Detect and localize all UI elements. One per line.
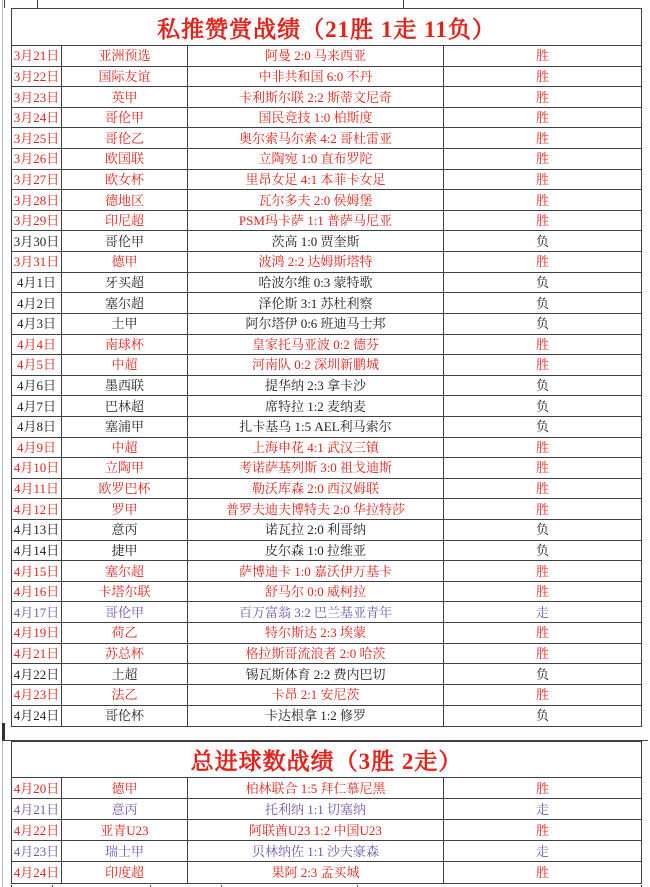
table-row xyxy=(12,108,641,129)
cell-result: 胜 xyxy=(535,439,549,455)
cell-match: 茨高 1:0 贾奎斯 xyxy=(188,231,444,251)
cell-match: 卡利斯尔联 2:2 斯蒂文尼奇 xyxy=(188,87,444,107)
cell-league: 哥伦杯 xyxy=(62,706,188,727)
cell-match: 席特拉 1:2 麦纳麦 xyxy=(188,396,444,416)
cell-match: 扎卡基乌 1:5 AEL利马索尔 xyxy=(188,417,444,437)
cell-date: 3月28日 xyxy=(12,190,62,210)
table-row xyxy=(12,314,641,335)
cell-date: 4月5日 xyxy=(12,355,62,375)
cell-league: 巴林超 xyxy=(62,396,188,416)
cropped-row-artifact xyxy=(2,723,5,741)
cell-match: 阿联酋U23 1:2 中国U23 xyxy=(188,820,444,840)
cell-date: 4月22日 xyxy=(12,664,62,684)
table-row xyxy=(12,376,641,397)
cell-result: 胜 xyxy=(535,130,549,146)
table-row xyxy=(12,87,641,108)
cell-match: 柏林联合 1:5 拜仁慕尼黑 xyxy=(188,778,444,798)
table-row xyxy=(12,520,641,541)
cell-date: 4月22日 xyxy=(12,820,62,840)
table-row xyxy=(12,706,641,727)
cell-league: 哥伦乙 xyxy=(62,128,188,148)
cropped-row-artifact xyxy=(4,0,5,8)
table-row xyxy=(12,582,641,603)
table-row xyxy=(12,355,641,376)
table-row xyxy=(12,438,641,459)
table-row xyxy=(12,841,641,862)
cell-result: 胜 xyxy=(535,213,549,229)
cell-result: 胜 xyxy=(535,68,549,84)
cell-league: 中超 xyxy=(62,438,188,458)
cell-date: 4月19日 xyxy=(12,623,62,643)
cell-match: 中非共和国 6:0 不丹 xyxy=(188,67,444,87)
cell-date: 4月24日 xyxy=(12,706,62,727)
cell-date: 4月4日 xyxy=(12,335,62,355)
cell-league: 德甲 xyxy=(62,252,188,272)
cell-league: 南球杯 xyxy=(62,335,188,355)
cell-match: 格拉斯哥流浪者 2:0 哈茨 xyxy=(188,644,444,664)
cell-result: 走 xyxy=(535,801,549,817)
cell-result: 胜 xyxy=(535,192,549,208)
cell-result: 负 xyxy=(535,666,549,682)
cell-match: PSM玛卡萨 1:1 普萨马尼亚 xyxy=(188,211,444,231)
cell-match: 河南队 0:2 深圳新鹏城 xyxy=(188,355,444,375)
table-row xyxy=(12,335,641,356)
cell-match: 阿尔塔伊 0:6 班迪马士邦 xyxy=(188,314,444,334)
table-row xyxy=(12,273,641,294)
cell-match: 勒沃库森 2:0 西汉姆联 xyxy=(188,479,444,499)
cell-date: 4月15日 xyxy=(12,561,62,581)
cell-date: 3月21日 xyxy=(12,46,62,66)
cell-date: 4月17日 xyxy=(12,602,62,622)
cell-match: 普罗夫迪夫博特夫 2:0 华拉特莎 xyxy=(188,499,444,519)
cell-date: 4月21日 xyxy=(12,799,62,819)
cell-match: 萨博迪卡 1:0 嘉沃伊万基卡 xyxy=(188,561,444,581)
cell-league: 塞浦甲 xyxy=(62,417,188,437)
cell-league: 欧罗巴杯 xyxy=(62,479,188,499)
cell-match: 考诺萨基列斯 3:0 祖戈迪斯 xyxy=(188,458,444,478)
cell-date: 4月1日 xyxy=(12,273,62,293)
table-row xyxy=(12,417,641,438)
cell-league: 意丙 xyxy=(62,799,188,819)
cell-league: 国际友谊 xyxy=(62,67,188,87)
cell-date: 4月9日 xyxy=(12,438,62,458)
cell-result: 负 xyxy=(535,542,549,558)
table-title: 总进球数战绩（3胜 2走） xyxy=(12,742,641,778)
cell-date: 4月13日 xyxy=(12,520,62,540)
cropped-column-line xyxy=(2,0,3,887)
cell-league: 欧国联 xyxy=(62,149,188,169)
table-row xyxy=(12,67,641,88)
table-row xyxy=(12,46,641,67)
cell-date: 4月16日 xyxy=(12,582,62,602)
cell-match: 提华纳 2:3 拿卡沙 xyxy=(188,376,444,396)
cell-date: 4月6日 xyxy=(12,376,62,396)
cell-result: 负 xyxy=(535,233,549,249)
table-row xyxy=(12,685,641,706)
cell-league: 印尼超 xyxy=(62,211,188,231)
cell-league: 卡塔尔联 xyxy=(62,582,188,602)
cell-result: 胜 xyxy=(535,357,549,373)
cell-league: 墨西联 xyxy=(62,376,188,396)
table-row xyxy=(12,820,641,841)
cell-match: 诺瓦拉 2:0 利哥纳 xyxy=(188,520,444,540)
table-row xyxy=(12,623,641,644)
table-row xyxy=(12,499,641,520)
cell-league: 德甲 xyxy=(62,778,188,798)
cell-league: 土超 xyxy=(62,664,188,684)
cell-league: 立陶甲 xyxy=(62,458,188,478)
cell-result: 负 xyxy=(535,419,549,435)
cell-match: 皮尔森 1:0 拉维亚 xyxy=(188,541,444,561)
cell-result: 胜 xyxy=(535,48,549,64)
cell-league: 牙买超 xyxy=(62,273,188,293)
cell-date: 3月24日 xyxy=(12,108,62,128)
cell-date: 3月29日 xyxy=(12,211,62,231)
table-row xyxy=(12,602,641,623)
cell-date: 3月22日 xyxy=(12,67,62,87)
cell-result: 走 xyxy=(535,843,549,859)
table-row xyxy=(12,252,641,273)
cell-date: 4月8日 xyxy=(12,417,62,437)
cell-result: 胜 xyxy=(535,460,549,476)
cell-league: 德地区 xyxy=(62,190,188,210)
cell-league: 捷甲 xyxy=(62,541,188,561)
cell-date: 3月25日 xyxy=(12,128,62,148)
cell-date: 4月24日 xyxy=(12,862,62,883)
table-row xyxy=(12,149,641,170)
cell-result: 胜 xyxy=(535,481,549,497)
table-row xyxy=(12,799,641,820)
cell-match: 特尔斯达 2:3 埃蒙 xyxy=(188,623,444,643)
cell-league: 哥伦甲 xyxy=(62,231,188,251)
cell-match: 泽伦斯 3:1 苏杜利察 xyxy=(188,293,444,313)
cell-result: 胜 xyxy=(535,151,549,167)
cell-date: 4月14日 xyxy=(12,541,62,561)
cell-date: 3月26日 xyxy=(12,149,62,169)
cell-date: 4月11日 xyxy=(12,479,62,499)
table-row xyxy=(12,479,641,500)
table-body xyxy=(12,46,641,726)
cell-match: 阿曼 2:0 马来西亚 xyxy=(188,46,444,66)
cell-league: 瑞士甲 xyxy=(62,841,188,861)
cell-result: 负 xyxy=(535,708,549,724)
cell-date: 4月12日 xyxy=(12,499,62,519)
results-table-total-goals xyxy=(11,741,642,884)
cell-match: 卡昂 2:1 安尼茨 xyxy=(188,685,444,705)
cell-date: 4月7日 xyxy=(12,396,62,416)
cell-match: 奥尔索马尔索 4:2 哥杜雷亚 xyxy=(188,128,444,148)
cell-date: 4月23日 xyxy=(12,685,62,705)
table-row xyxy=(12,778,641,799)
cell-match: 上海申花 4:1 武汉三镇 xyxy=(188,438,444,458)
cell-match: 舒马尔 0:0 威柯拉 xyxy=(188,582,444,602)
cell-date: 4月10日 xyxy=(12,458,62,478)
cell-league: 英甲 xyxy=(62,87,188,107)
table-row xyxy=(12,170,641,191)
table-row xyxy=(12,293,641,314)
table-title: 私推赞赏战绩（21胜 1走 11负） xyxy=(12,9,641,46)
cell-match: 哈波尔维 0:3 蒙特歌 xyxy=(188,273,444,293)
cell-league: 塞尔超 xyxy=(62,293,188,313)
cell-league: 哥伦甲 xyxy=(62,108,188,128)
table-row xyxy=(12,190,641,211)
cell-result: 胜 xyxy=(535,89,549,105)
cell-date: 4月20日 xyxy=(12,778,62,798)
cell-result: 走 xyxy=(535,604,549,620)
cell-result: 胜 xyxy=(535,110,549,126)
table-row xyxy=(12,396,641,417)
cell-date: 4月21日 xyxy=(12,644,62,664)
cell-league: 中超 xyxy=(62,355,188,375)
cell-league: 土甲 xyxy=(62,314,188,334)
table-row xyxy=(12,862,641,883)
cell-result: 负 xyxy=(535,522,549,538)
cell-result: 胜 xyxy=(535,687,549,703)
cell-date: 4月23日 xyxy=(12,841,62,861)
results-table-private xyxy=(11,8,642,727)
table-row xyxy=(12,211,641,232)
cell-result: 胜 xyxy=(535,563,549,579)
cell-league: 亚青U23 xyxy=(62,820,188,840)
cropped-row-artifact xyxy=(37,0,38,8)
cell-result: 胜 xyxy=(535,254,549,270)
cell-result: 负 xyxy=(535,398,549,414)
cell-league: 苏总杯 xyxy=(62,644,188,664)
table-row xyxy=(12,644,641,665)
cell-date: 4月3日 xyxy=(12,314,62,334)
cell-league: 哥伦甲 xyxy=(62,602,188,622)
cell-match: 里昂女足 4:1 本菲卡女足 xyxy=(188,170,444,190)
table-row xyxy=(12,231,641,252)
cell-date: 3月27日 xyxy=(12,170,62,190)
cell-match: 果阿 2:3 孟买城 xyxy=(188,862,444,883)
cell-match: 立陶宛 1:0 直布罗陀 xyxy=(188,149,444,169)
cell-match: 瓦尔多夫 2:0 侯姆堡 xyxy=(188,190,444,210)
table-body xyxy=(12,778,641,883)
table-row xyxy=(12,664,641,685)
cell-league: 意丙 xyxy=(62,520,188,540)
cell-result: 负 xyxy=(535,295,549,311)
cropped-row-artifact xyxy=(403,0,404,8)
cell-league: 荷乙 xyxy=(62,623,188,643)
cell-result: 胜 xyxy=(535,865,549,881)
cell-result: 胜 xyxy=(535,822,549,838)
cell-match: 卡达根拿 1:2 修罗 xyxy=(188,706,444,727)
cell-result: 胜 xyxy=(535,171,549,187)
table-row xyxy=(12,541,641,562)
cell-match: 皇家托马亚波 0:2 德芬 xyxy=(188,335,444,355)
table-row xyxy=(12,128,641,149)
cell-date: 3月30日 xyxy=(12,231,62,251)
cell-result: 负 xyxy=(535,316,549,332)
cell-result: 胜 xyxy=(535,501,549,517)
cell-result: 胜 xyxy=(535,780,549,796)
table-row xyxy=(12,561,641,582)
cell-match: 百万富翁 3:2 巴兰基亚青年 xyxy=(188,602,444,622)
cell-match: 国民竞技 1:0 柏斯度 xyxy=(188,108,444,128)
table-row xyxy=(12,458,641,479)
cell-league: 法乙 xyxy=(62,685,188,705)
cell-match: 托利纳 1:1 切塞纳 xyxy=(188,799,444,819)
cell-result: 胜 xyxy=(535,584,549,600)
cell-result: 胜 xyxy=(535,625,549,641)
cell-result: 负 xyxy=(535,378,549,394)
cell-result: 负 xyxy=(535,275,549,290)
cell-match: 锡瓦斯体育 2:2 费内巴切 xyxy=(188,664,444,684)
cell-league: 塞尔超 xyxy=(62,561,188,581)
cell-match: 贝林纳佐 1:1 沙夫豪森 xyxy=(188,841,444,861)
cell-date: 4月2日 xyxy=(12,293,62,313)
cell-result: 胜 xyxy=(535,645,549,661)
cell-date: 3月31日 xyxy=(12,252,62,272)
cell-league: 欧女杯 xyxy=(62,170,188,190)
cell-result: 胜 xyxy=(535,336,549,352)
cell-match: 波鸿 2:2 达姆斯塔特 xyxy=(188,252,444,272)
cell-date: 3月23日 xyxy=(12,87,62,107)
cell-league: 罗甲 xyxy=(62,499,188,519)
cell-league: 印度超 xyxy=(62,862,188,883)
cell-league: 亚洲预选 xyxy=(62,46,188,66)
